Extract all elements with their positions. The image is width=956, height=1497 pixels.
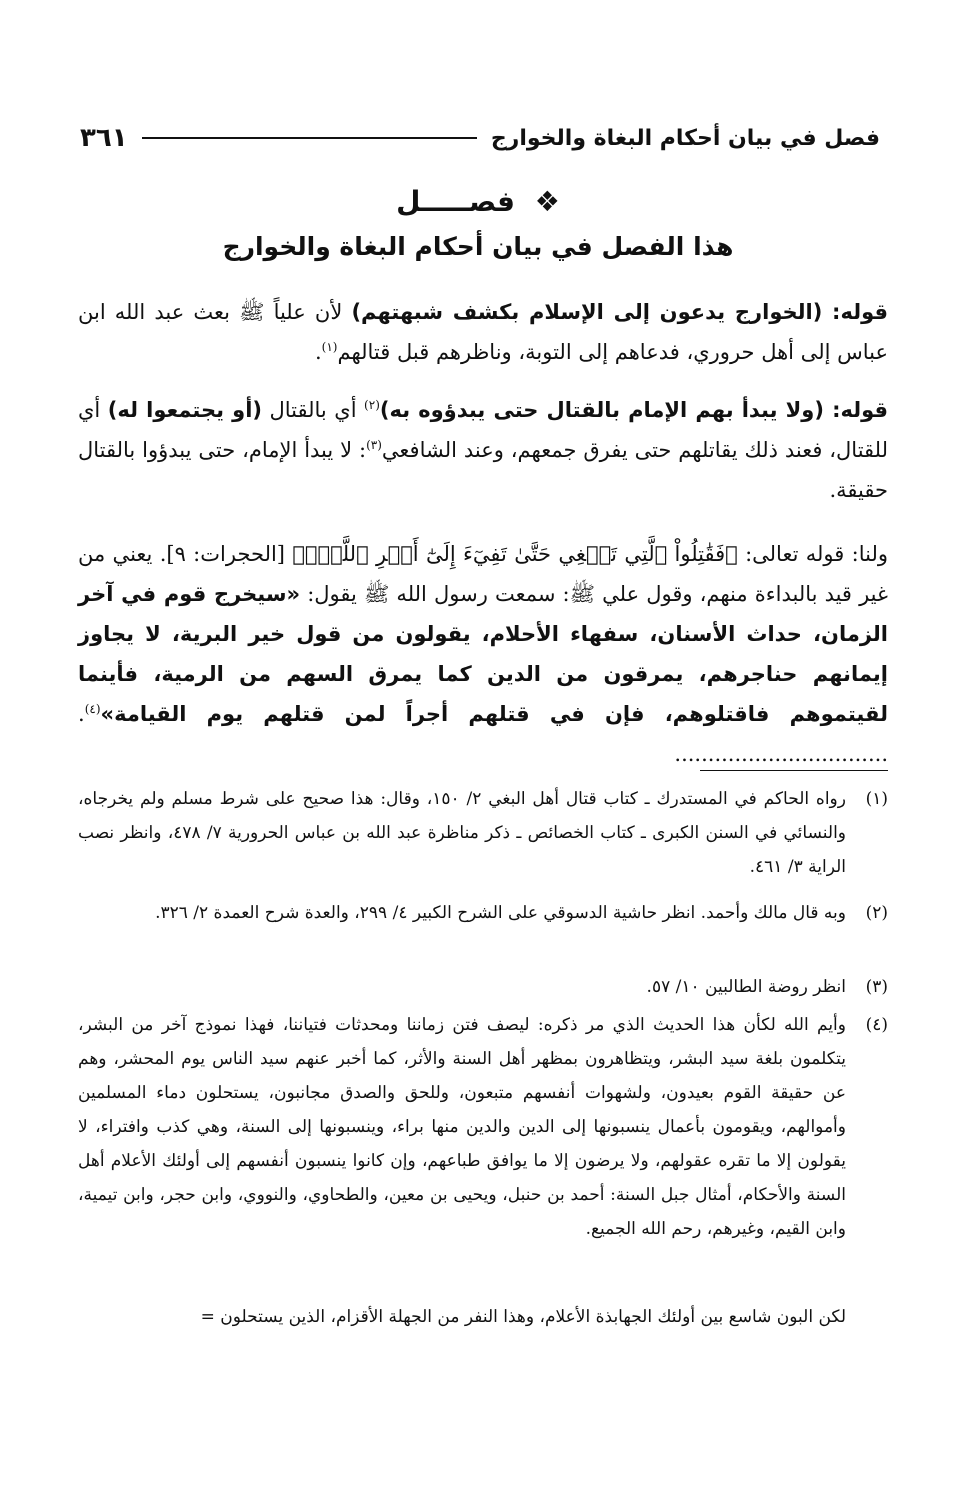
footnote-ref: (٢) xyxy=(364,398,380,412)
footnote-number: (٢) xyxy=(865,903,888,923)
diamond-ornament-icon: ❖ xyxy=(534,185,560,218)
footnotes xyxy=(78,0,888,1497)
footnote-number: (١) xyxy=(865,789,888,809)
footnote-number: (٣) xyxy=(865,977,888,997)
paragraph-text: : لا يبدأ الإمام، حتى يبدؤوا بالقتال حقيقة. xyxy=(78,438,888,502)
paragraph-end: . xyxy=(314,340,322,364)
hadith-text: «سيخرج قوم في آخر الزمان، حداث الأسنان، سفهاء الأحلام، يقولون من قول خير البرية، لا يجاوز إيمانهم حناجرهم، يمرقون من الدين كما يمرق السهم من الرمية، فأينما لقيتموهم فاقتلوهم، فإن في قتلهم أجراً لمن قتلهم يوم القيامة» xyxy=(78,582,888,726)
footnote-text: رواه الحاكم في المستدرك ـ كتاب قتال أهل البغي ٢/ ١٥٠، وقال: هذا صحيح على شرط مسلم ولم يخرجاه، والنسائي في السنن الكبرى ـ كتاب الخصائص ـ ذكر مناظرة عبد الله بن عباس الحرورية ٧/ ٤٧٨، وانظر نصب الراية ٣/ ٤٦١. xyxy=(78,789,847,877)
footnote-continuation: لكن البون شاسع بين أولئك الجهابذة الأعلام، وهذا النفر من الجهلة الأقزام، الذين يستحلون = xyxy=(200,1307,846,1327)
quote-bold: (أو يجتمعوا له) xyxy=(107,398,263,422)
quote-lead: قوله: (الخوارج يدعون إلى الإسلام بكشف شبهتهم) xyxy=(351,300,888,324)
paragraph-text: أي للقتال، فعند ذلك يقاتلهم حتى يفرق جمعهم، وعند الشافعي xyxy=(78,398,888,462)
paragraph-text: أي بالقتال xyxy=(262,398,365,422)
paragraph-text: لأن علياً ﷺ بعث عبد الله ابن عباس إلى أهل حروري، فدعاهم إلى التوبة، وناظرهم قبل قتالهم xyxy=(78,300,888,364)
footnote-2 xyxy=(78,896,888,930)
paragraph-dots: . ................................ xyxy=(78,702,888,766)
footnote-3 xyxy=(78,970,888,1004)
footnote-number: (٤) xyxy=(865,1015,888,1035)
quote-lead: قوله: (ولا يبدأ بهم الإمام بالقتال حتى يبدؤوه به) xyxy=(379,398,889,422)
footnote-text: انظر روضة الطالبين ١٠/ ٥٧. xyxy=(646,977,846,997)
footnote-ref: (٣) xyxy=(366,438,382,452)
footnote-ref: (٤) xyxy=(84,702,101,716)
footnote-4 xyxy=(78,1008,888,1246)
footnote-1 xyxy=(78,782,888,884)
section-heading-word: فصـــــل xyxy=(396,185,515,218)
section-title: هذا الفصل في بيان أحكام البغاة والخوارج xyxy=(222,232,734,261)
footnote-ref: (١) xyxy=(321,340,338,354)
page-number: ٣٦١ xyxy=(80,123,128,153)
paragraph-text: ولنا: قوله تعالى: ﴿فَقَٰتِلُواْ ٱلَّتِي تَبۡغِي حَتَّىٰ تَفِيٓءَ إِلَىٰٓ أَمۡرِ ٱللَّهِۚ﴾ [الحجرات: ٩]. يعني من غير قيد بالبداءة منهم، وقول علي ﷺ: سمعت رسول الله ﷺ يقول: xyxy=(78,542,888,606)
running-header-title: فصل في بيان أحكام البغاة والخوارج xyxy=(490,125,880,151)
footnote-text: وأيم الله لكأن هذا الحديث الذي مر ذكره: ليصف فتن زماننا ومحدثات فتياننا، فهذا نموذج آخر من البشر، يتكلمون بلغة سيد البشر، ويتظاهرون بمظهر أهل السنة والأثر، كما أخبر عنهم سيد الناس يوم المحشر، وهم عن حقيقة القوم بعيدون، ولشهوات أنفسهم متبعون، وللحق والصدق مجانبون، يستحلون دماء المسلمين وأموالهم، ويقومون بأعمال ينسبونها إلى الدين والدين منها براء، وينسبونها إلى السنة، وهي كذب وافتراء، لا يقولون إلا ما تقره عقولهم، ولا يرضون إلا ما يوافق طباعهم، وإن كانوا ينسبون أنفسهم إلى أولئك الأعلام أهل السنة والأحكام، أمثال جبل السنة: أحمد بن حنبل، ويحيى بن معين، والطحاوي، والنووي، وابن حجر، وابن تيمية، وابن القيم، وغيرهم، رحم الله الجميع. xyxy=(78,1015,846,1239)
footnote-text: وبه قال مالك وأحمد. انظر حاشية الدسوقي على الشرح الكبير ٤/ ٢٩٩، والعدة شرح العمدة ٢/ ٣٢٦. xyxy=(155,903,846,923)
